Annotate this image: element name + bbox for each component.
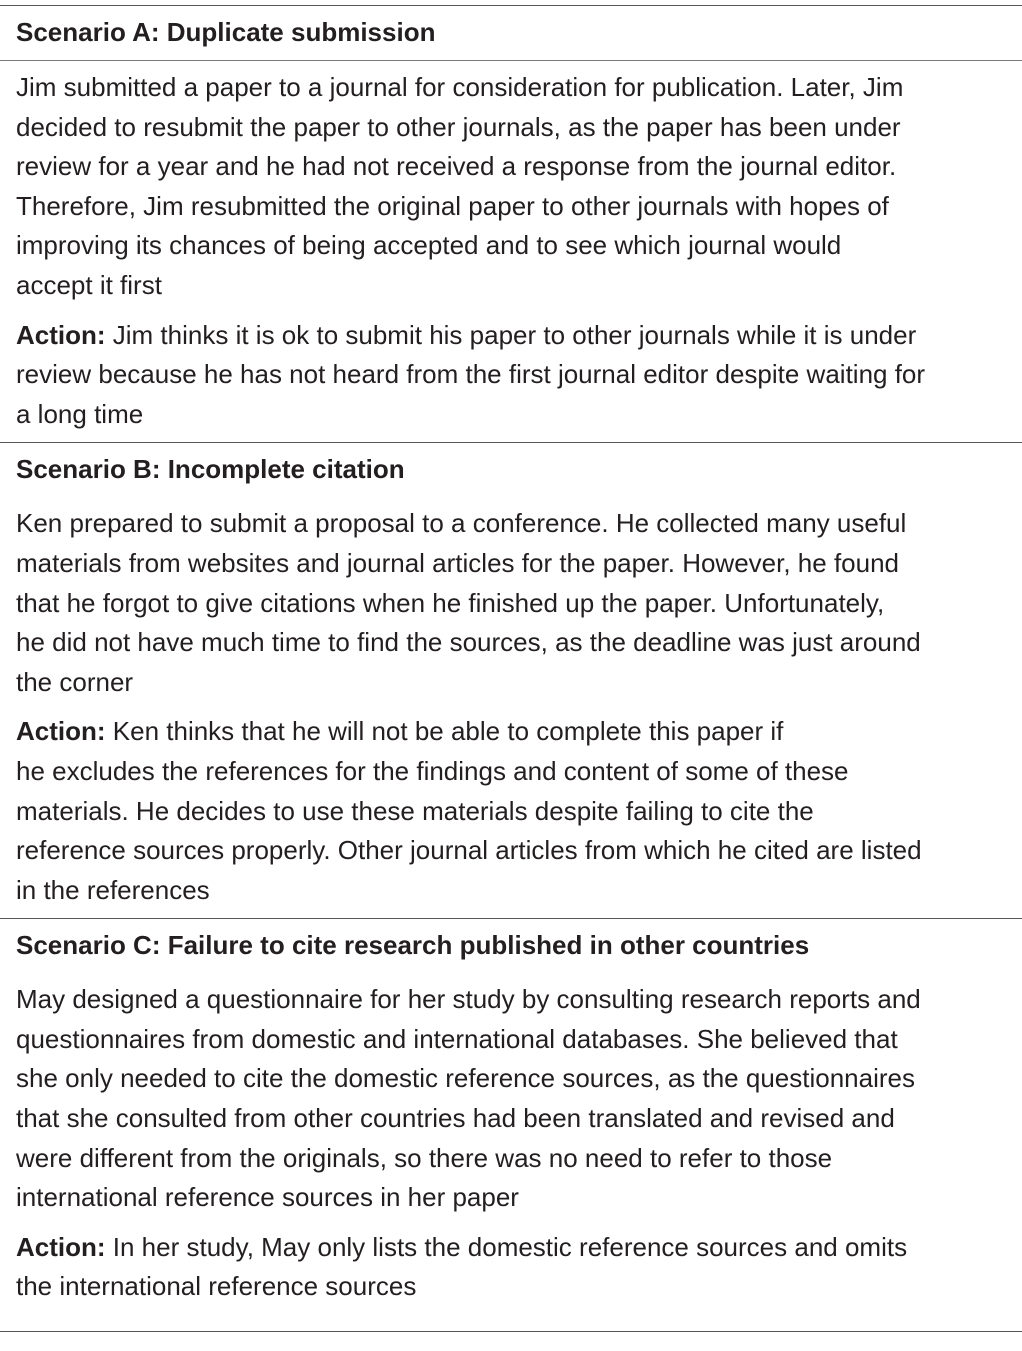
scenario-a-action xyxy=(0,306,1022,443)
description-line: Therefore, Jim resubmitted the original paper to other journals with hopes of xyxy=(16,190,889,221)
scenario-c xyxy=(0,919,1022,1315)
description-line: accept it first xyxy=(16,269,162,300)
scenario-b-description xyxy=(0,497,1022,702)
description-line: she only needed to cite the domestic reference sources, as the questionnaires xyxy=(16,1063,915,1094)
scenario-b-action xyxy=(0,702,1022,918)
action-label: Action: xyxy=(16,1231,106,1262)
description-line: he did not have much time to find the sources, as the deadline was just around xyxy=(16,627,921,658)
action-line: materials. He decides to use these materials despite failing to cite the xyxy=(16,795,814,826)
scenario-c-title: Scenario C: Failure to cite research published in other countries xyxy=(16,930,810,961)
description-line: that he forgot to give citations when he finished up the paper. Unfortunately, xyxy=(16,587,885,618)
action-label: Action: xyxy=(16,319,106,350)
action-text: Jim thinks it is ok to submit his paper to other journals while it is under xyxy=(105,319,917,350)
action-line: the international reference sources xyxy=(16,1271,417,1302)
description-line: Ken prepared to submit a proposal to a conference. He collected many useful xyxy=(16,508,907,539)
scenario-a xyxy=(0,6,1022,442)
action-line xyxy=(16,316,1006,356)
action-line: in the references xyxy=(16,874,210,905)
description-line: international reference sources in her paper xyxy=(16,1182,519,1213)
description-line: review for a year and he had not received a response from the journal editor. xyxy=(16,151,897,182)
action-line xyxy=(16,712,1006,752)
action-line: a long time xyxy=(16,398,144,429)
description-line: Jim submitted a paper to a journal for consideration for publication. Later, Jim xyxy=(16,72,904,102)
description-line: decided to resubmit the paper to other journals, as the paper has been under xyxy=(16,111,901,142)
action-line: he excludes the references for the findings and content of some of these xyxy=(16,755,849,786)
description-line: were different from the originals, so there was no need to refer to those xyxy=(16,1142,833,1173)
action-line: review because he has not heard from the first journal editor despite waiting for xyxy=(16,359,926,390)
scenario-a-description xyxy=(0,61,1022,306)
description-line: materials from websites and journal articles for the paper. However, he found xyxy=(16,547,900,578)
bottom-rule xyxy=(0,1331,1022,1332)
scenario-b xyxy=(0,443,1022,918)
scenarios-table xyxy=(0,5,1022,1332)
action-line: reference sources properly. Other journal articles from which he cited are listed xyxy=(16,835,922,866)
scenario-c-action xyxy=(0,1218,1022,1315)
scenario-c-description xyxy=(0,973,1022,1218)
action-text: Ken thinks that he will not be able to complete this paper if xyxy=(105,716,784,747)
description-line: improving its chances of being accepted and to see which journal would xyxy=(16,230,842,261)
description-line: that she consulted from other countries had been translated and revised and xyxy=(16,1103,895,1134)
description-line: May designed a questionnaire for her study by consulting research reports and xyxy=(16,984,921,1015)
scenario-a-title: Scenario A: Duplicate submission xyxy=(16,17,436,47)
description-line: the corner xyxy=(16,666,134,697)
action-line xyxy=(16,1228,1006,1268)
description-line: questionnaires from domestic and international databases. She believed that xyxy=(16,1023,898,1054)
action-label: Action: xyxy=(16,716,106,747)
scenario-b-title: Scenario B: Incomplete citation xyxy=(16,454,405,485)
action-text: In her study, May only lists the domestic reference sources and omits xyxy=(105,1231,908,1262)
